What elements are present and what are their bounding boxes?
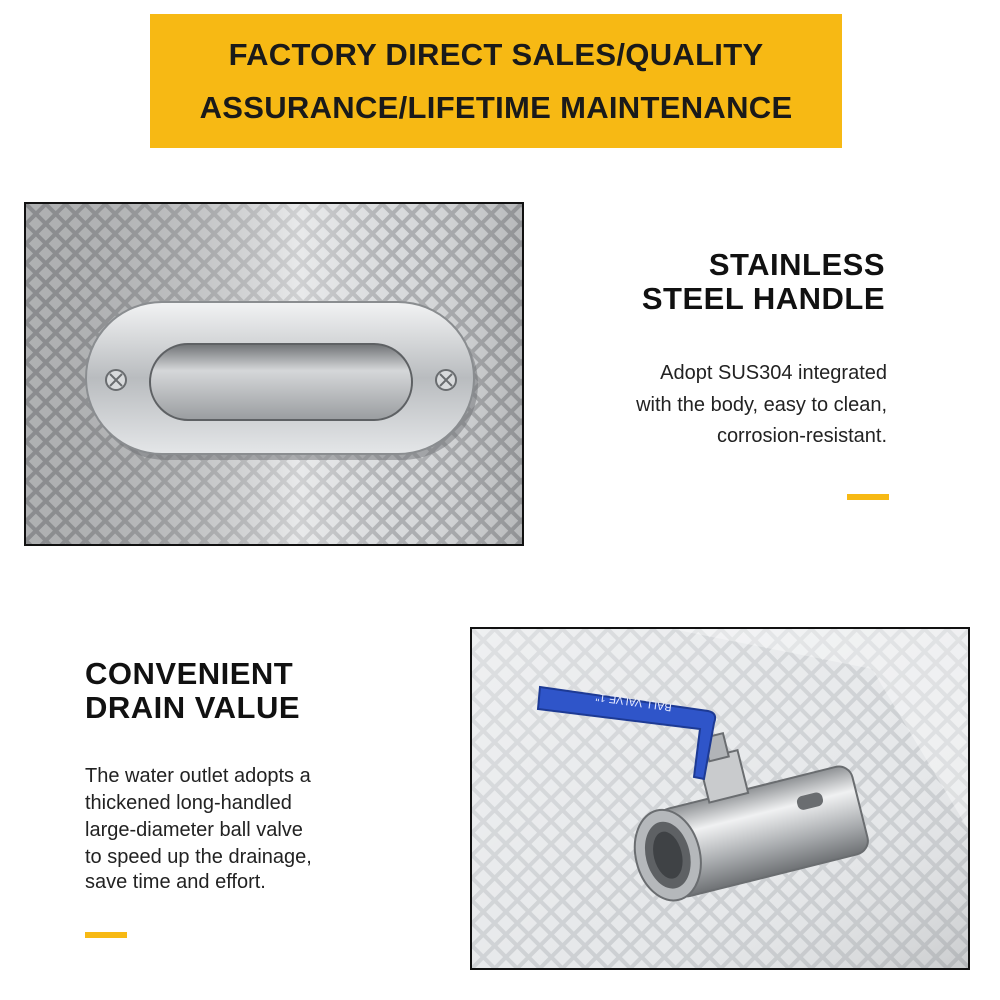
ball-valve-photo [470, 627, 970, 970]
banner-line-2: ASSURANCE/LIFETIME MAINTENANCE [199, 90, 793, 125]
drain-desc-line-2: thickened long-handled [85, 792, 292, 814]
drain-desc-line-3: large-diameter ball valve [85, 819, 303, 841]
valve-label: BALL VALVE 1" [595, 690, 673, 713]
handle-desc-line-1: Adopt SUS304 integrated [660, 362, 887, 384]
top-banner [150, 14, 842, 148]
handle-title-line-2: STEEL HANDLE [641, 281, 885, 316]
drain-desc-line-5: save time and effort. [85, 871, 266, 893]
handle-accent-bar [847, 494, 889, 500]
handle-desc-line-3: corrosion-resistant. [716, 425, 887, 447]
handle-desc-line-2: with the body, easy to clean, [636, 394, 887, 416]
banner-line-1: FACTORY DIRECT SALES/QUALITY [228, 37, 764, 72]
stainless-steel-handle-photo [24, 202, 524, 546]
drain-accent-bar [85, 932, 127, 938]
drain-desc-line-1: The water outlet adopts a [85, 765, 311, 787]
drain-title-line-1: CONVENIENT [85, 656, 294, 691]
drain-desc-line-4: to speed up the drainage, [85, 846, 312, 868]
drain-title-line-2: DRAIN VALUE [85, 690, 301, 725]
handle-title-line-1: STAINLESS [708, 247, 885, 282]
